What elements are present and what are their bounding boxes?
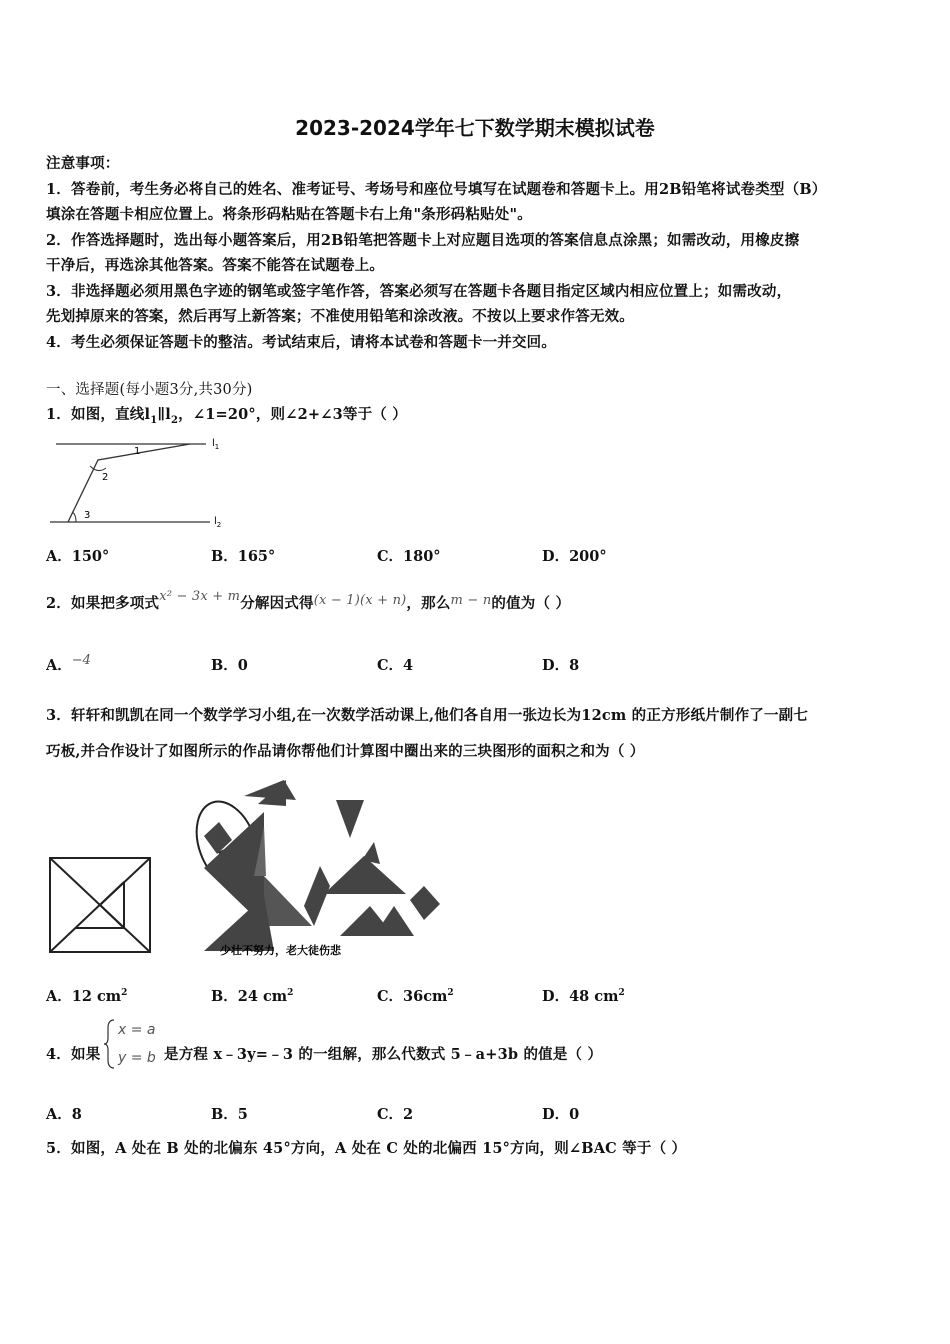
page-title: 2023-2024学年七下数学期末模拟试卷	[295, 116, 655, 140]
option[interactable]: A．−4	[46, 653, 91, 674]
notice-line: 先划掉原来的答案，然后再写上新答案；不准使用铅笔和涂改液。不按以上要求作答无效。	[46, 308, 634, 325]
notice-line: 填涂在答题卡相应位置上。将条形码粘贴在答题卡右上角"条形码粘贴处"。	[46, 206, 532, 223]
option[interactable]: C．$36cm^2$	[377, 988, 454, 1005]
notice-line: 3．非选择题必须用黑色字迹的钢笔或签字笔作答，答案必须写在答题卡各题目指定区域内相应位置上；如需改动，	[46, 283, 792, 300]
section-heading: 一、选择题(每小题3分,共30分)	[46, 382, 253, 398]
angle-2-label: 2	[102, 472, 109, 483]
notice-heading: 注意事项：	[46, 155, 120, 172]
tangram-square	[50, 858, 150, 952]
tangram-caption: 少壮不努力，老大徒伤悲	[220, 944, 341, 957]
left-brace	[104, 1020, 114, 1068]
angle-2-arc	[90, 466, 106, 471]
label-l1: $l_1$	[212, 438, 220, 451]
eq-1: x = a	[118, 1022, 156, 1038]
angle-1-label: 1	[134, 446, 141, 457]
question-2: 2．如果把多项式x² − 3x + m分解因式得(x − 1)(x + n)，那么m − n的值为（ ）	[46, 589, 571, 612]
option[interactable]: C．2	[377, 1106, 414, 1123]
option[interactable]: A．8	[46, 1106, 82, 1123]
equation-system	[104, 1016, 164, 1072]
tangram-figure	[44, 776, 454, 966]
parallel-lines-figure	[46, 430, 246, 530]
question-3-line1: 3．轩轩和凯凯在同一个数学学习小组,在一次数学活动课上,他们各自用一张边长为12cm 的正方形纸片制作了一副七	[46, 707, 809, 724]
option[interactable]: B．165°	[211, 548, 276, 565]
question-5: 5．如图，A 处在 B 处的北偏东 45°方向，A 处在 C 处的北偏西 15°方向，则∠BAC 等于（ ）	[46, 1140, 687, 1157]
option[interactable]: C．180°	[377, 548, 441, 565]
option[interactable]: A．150°	[46, 548, 110, 565]
notice-line: 2．作答选择题时，选出每小题答案后，用2B铅笔把答题卡上对应题目选项的答案信息点涂黑；如需改动，用橡皮擦	[46, 232, 800, 249]
option[interactable]: B．5	[211, 1106, 248, 1123]
notice-line: 1．答卷前，考生务必将自己的姓名、准考证号、考场号和座位号填写在试题卷和答题卡上。用2B铅笔将试卷类型（B）	[46, 181, 827, 198]
tangram-figure-person	[186, 780, 312, 951]
eq-2: y = b	[118, 1050, 156, 1066]
option[interactable]: D．200°	[542, 548, 607, 565]
angle-3-label: 3	[84, 510, 91, 521]
question-4-rest: 是方程 x﹣3y=﹣3 的一组解，那么代数式 5﹣a+3b 的值是（ ）	[164, 1046, 603, 1063]
label-l2: $l_2$	[214, 516, 222, 529]
option[interactable]: C．4	[377, 657, 414, 674]
option[interactable]: D．8	[542, 657, 580, 674]
option[interactable]: B．0	[211, 657, 248, 674]
option[interactable]: D．48 $cm^2$	[542, 988, 625, 1005]
question-3-line2: 巧板,并合作设计了如图所示的作品请你帮他们计算图中圈出来的三块图形的面积之和为（ ）	[46, 743, 645, 760]
option[interactable]: A．12 $cm^2$	[46, 988, 128, 1005]
notice-line: 干净后，再选涂其他答案。答案不能答在试题卷上。	[46, 257, 385, 274]
notice-line: 4．考生必须保证答题卡的整洁。考试结束后，请将本试卷和答题卡一并交回。	[46, 334, 557, 351]
option[interactable]: D．0	[542, 1106, 580, 1123]
question-4-prefix: 4．如果	[46, 1046, 101, 1063]
option[interactable]: B．24 $cm^2$	[211, 988, 294, 1005]
question-1: 1．如图，直线$l_1\parallel l_2$，∠1=20°，则∠2+∠3等于（ ）	[46, 406, 407, 426]
tangram-figure-runner	[304, 800, 440, 936]
